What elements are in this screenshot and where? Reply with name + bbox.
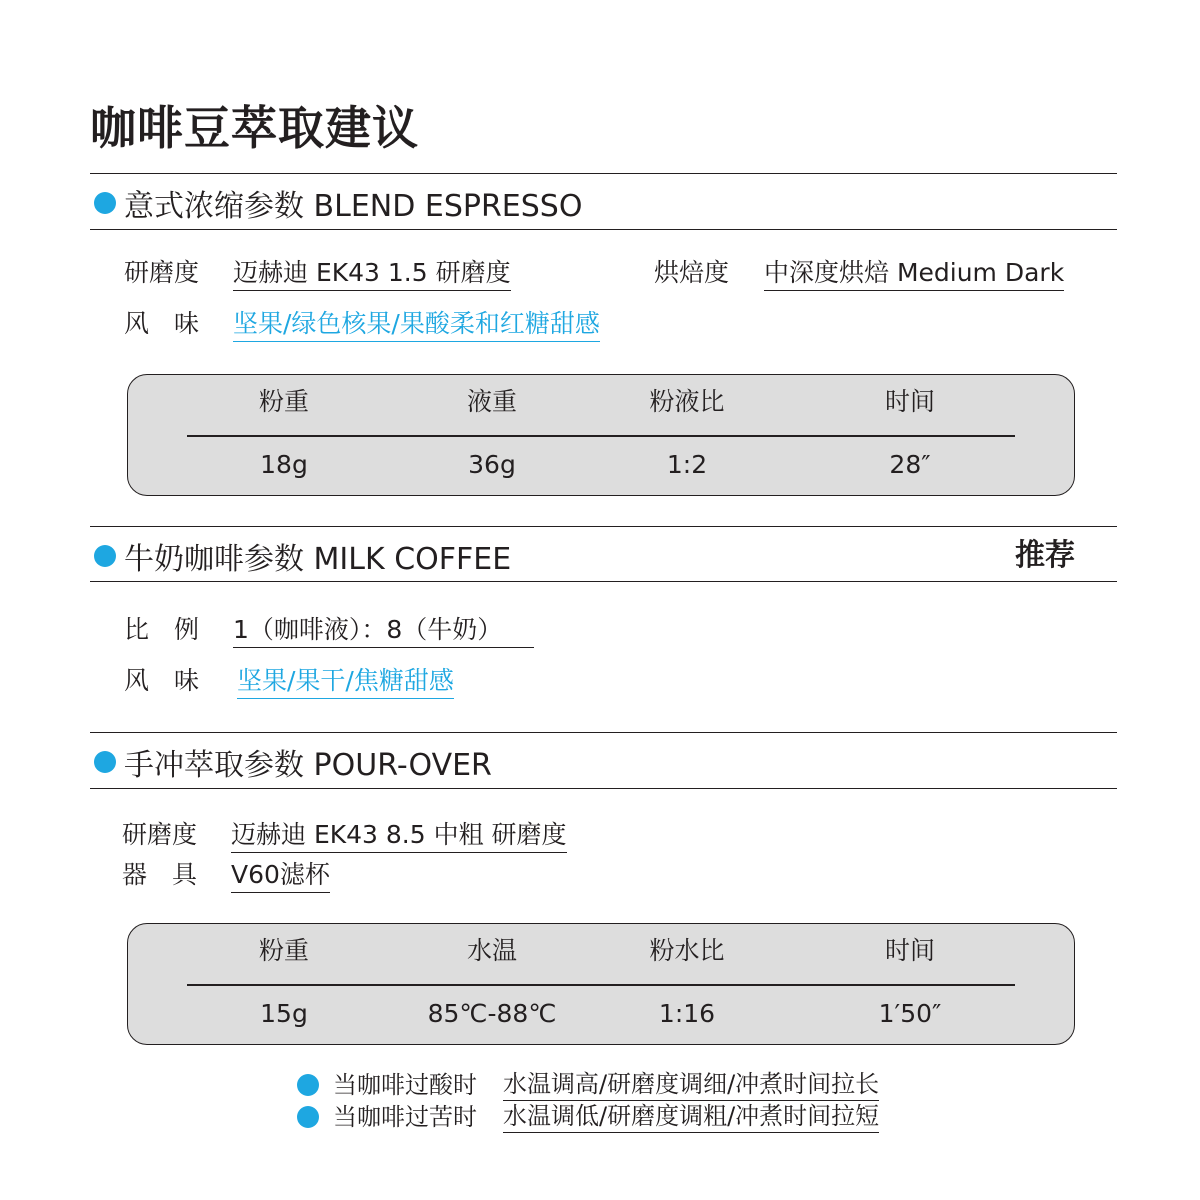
table-value: 1:2 — [666, 450, 708, 479]
table-header: 粉液比 — [649, 387, 725, 416]
divider — [90, 732, 1117, 733]
grind-label: 研磨度 — [124, 258, 200, 287]
divider — [90, 526, 1117, 527]
table-value: 15g — [260, 999, 308, 1028]
table-divider — [187, 984, 1015, 986]
table-value: 1′50″ — [878, 999, 942, 1028]
bullet-dot-icon — [94, 192, 116, 214]
table-value: 18g — [260, 450, 308, 479]
tip-label: 当咖啡过苦时 — [333, 1102, 477, 1131]
pourover-params-table — [127, 923, 1075, 1045]
equipment-value: V60滤杯 — [231, 858, 330, 893]
section-title: 牛奶咖啡参数 MILK COFFEE — [124, 542, 512, 577]
bullet-dot-icon — [94, 545, 116, 567]
divider — [90, 788, 1117, 789]
table-value: 85℃-88℃ — [427, 999, 557, 1028]
page-title: 咖啡豆萃取建议 — [90, 101, 419, 155]
equipment-label: 器 具 — [122, 860, 198, 889]
divider — [90, 173, 1117, 174]
grind-value: 迈赫迪 EK43 8.5 中粗 研磨度 — [231, 818, 567, 853]
espresso-params-table — [127, 374, 1075, 496]
table-header: 时间 — [884, 936, 935, 965]
table-value: 1:16 — [658, 999, 716, 1028]
flavor-value: 坚果/果干/焦糖甜感 — [237, 664, 454, 699]
table-header: 粉重 — [258, 936, 309, 965]
table-value: 36g — [468, 450, 516, 479]
table-header: 粉水比 — [649, 936, 725, 965]
table-header: 粉重 — [258, 387, 309, 416]
grind-label: 研磨度 — [122, 820, 198, 849]
table-divider — [187, 435, 1015, 437]
recommend-badge: 推荐 — [1015, 538, 1075, 573]
tip-value: 水温调低/研磨度调粗/冲煮时间拉短 — [503, 1100, 879, 1133]
ratio-label: 比 例 — [124, 615, 200, 644]
roast-value: 中深度烘焙 Medium Dark — [764, 256, 1064, 291]
table-header: 液重 — [466, 387, 517, 416]
section-title: 手冲萃取参数 POUR-OVER — [124, 748, 492, 783]
tip-row-sour — [297, 1068, 879, 1101]
flavor-label: 风 味 — [124, 666, 200, 695]
bullet-dot-icon — [297, 1106, 319, 1128]
section-header-pourover — [94, 736, 492, 788]
table-value: 28″ — [889, 450, 931, 479]
divider — [90, 229, 1117, 230]
table-header: 水温 — [466, 936, 517, 965]
section-header-espresso — [94, 177, 582, 229]
divider — [90, 581, 1117, 582]
bullet-dot-icon — [94, 751, 116, 773]
tip-row-bitter — [297, 1100, 879, 1133]
table-header: 时间 — [884, 387, 935, 416]
section-title: 意式浓缩参数 BLEND ESPRESSO — [124, 189, 583, 224]
grind-value: 迈赫迪 EK43 1.5 研磨度 — [233, 256, 511, 291]
roast-label: 烘焙度 — [654, 258, 730, 287]
tip-value: 水温调高/研磨度调细/冲煮时间拉长 — [503, 1068, 879, 1101]
flavor-value: 坚果/绿色核果/果酸柔和红糖甜感 — [233, 307, 600, 342]
flavor-label: 风 味 — [124, 309, 200, 338]
tip-label: 当咖啡过酸时 — [333, 1070, 477, 1099]
bullet-dot-icon — [297, 1074, 319, 1096]
ratio-value: 1（咖啡液）：8（牛奶） — [233, 613, 534, 648]
section-header-milk — [94, 530, 511, 582]
